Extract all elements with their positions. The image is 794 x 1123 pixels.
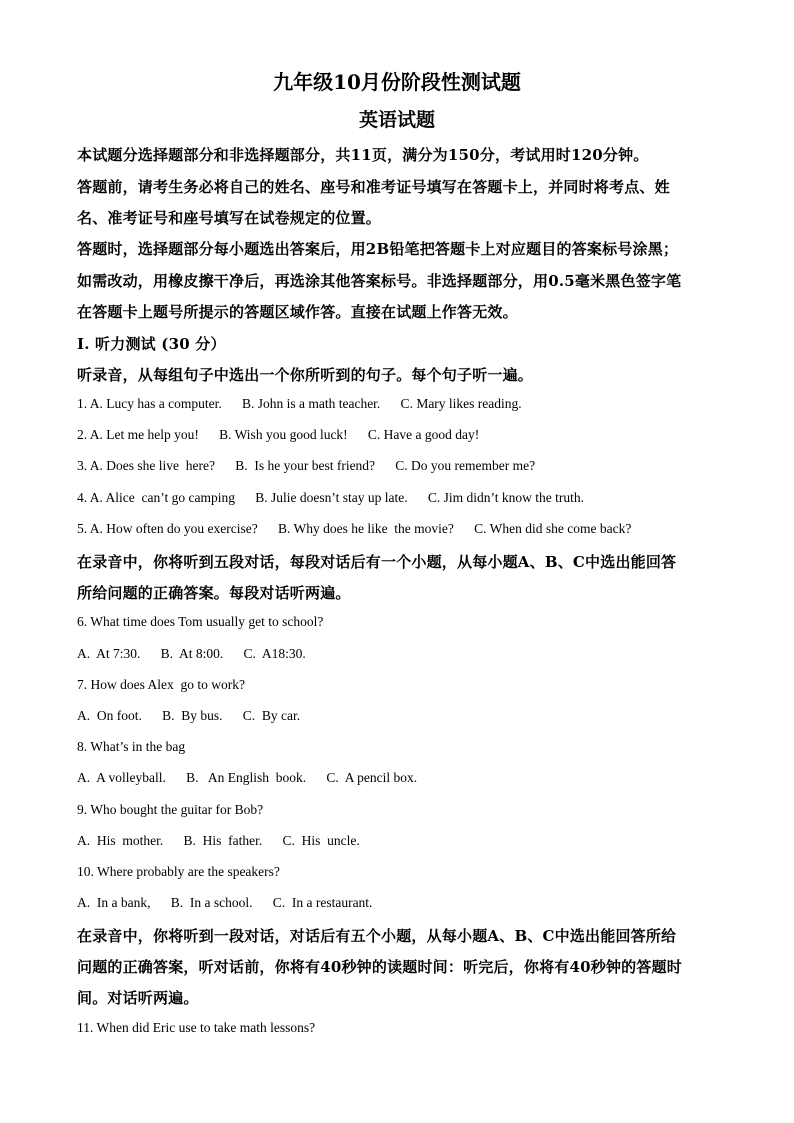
instruction-line: 答题时，选择题部分每小题选出答案后，用2B铅笔把答题卡上对应题目的答案标号涂黑； bbox=[77, 240, 679, 258]
answer-options: A. At 7:30. B. At 8:00. C. A18:30. bbox=[77, 646, 306, 661]
question-item: 4. A. Alice can’t go camping B. Julie doesn’t stay up late. C. Jim didn’t know the truth. bbox=[77, 490, 584, 505]
question-text: 6. What time does Tom usually get to school? bbox=[77, 614, 324, 629]
instruction-line: 答题前，请考生务必将自己的姓名、座号和准考证号填写在答题卡上，并同时将考点、姓 bbox=[77, 178, 670, 196]
section-directions: 间。对话听两遍。 bbox=[77, 989, 199, 1007]
answer-options: A. A volleyball. B. An English book. C. A pencil box. bbox=[77, 770, 418, 785]
question-text: 7. How does Alex go to work? bbox=[77, 677, 245, 692]
question-item: 3. A. Does she live here? B. Is he your best friend? C. Do you remember me? bbox=[77, 458, 536, 473]
question-text: 11. When did Eric use to take math lessons? bbox=[77, 1020, 316, 1035]
instruction-line: 在答题卡上题号所提示的答题区域作答。直接在试题上作答无效。 bbox=[77, 303, 518, 321]
instruction-line: 本试题分选择题部分和非选择题部分，共11页，满分为150分，考试用时120分钟。 bbox=[77, 146, 649, 164]
question-item: 1. A. Lucy has a computer. B. John is a math teacher. C. Mary likes reading. bbox=[77, 396, 522, 411]
page-subtitle: 英语试题 bbox=[358, 109, 435, 131]
answer-options: A. On foot. B. By bus. C. By car. bbox=[77, 708, 301, 723]
answer-options: A. In a bank, B. In a school. C. In a restaurant. bbox=[77, 895, 373, 910]
instruction-line: 如需改动，用橡皮擦干净后，再选涂其他答案标号。非选择题部分，用0.5毫米黑色签字笔 bbox=[77, 272, 682, 290]
section-directions: 听录音，从每组句子中选出一个你所听到的句子。每个句子听一遍。 bbox=[77, 366, 534, 384]
section-directions: 问题的正确答案，听对话前，你将有40秒钟的读题时间：听完后，你将有40秒钟的答题时 bbox=[77, 958, 682, 976]
question-item: 2. A. Let me help you! B. Wish you good luck! C. Have a good day! bbox=[77, 427, 480, 442]
answer-options: A. His mother. B. His father. C. His uncle. bbox=[77, 833, 360, 848]
page-title: 九年级10月份阶段性测试题 bbox=[273, 70, 521, 94]
section-heading: I. 听力测试 (30 分） bbox=[77, 335, 226, 353]
question-text: 10. Where probably are the speakers? bbox=[77, 864, 280, 879]
section-directions: 在录音中，你将听到五段对话，每段对话后有一个小题，从每小题A、B、C中选出能回答 bbox=[77, 553, 677, 571]
instruction-line: 名、准考证号和座号填写在试卷规定的位置。 bbox=[77, 209, 382, 227]
question-text: 9. Who bought the guitar for Bob? bbox=[77, 802, 264, 817]
section-directions: 所给问题的正确答案。每段对话听两遍。 bbox=[77, 584, 351, 602]
question-text: 8. What’s in the bag bbox=[77, 739, 186, 754]
section-directions: 在录音中，你将听到一段对话，对话后有五个小题，从每小题A、B、C中选出能回答所给 bbox=[77, 927, 677, 945]
question-item: 5. A. How often do you exercise? B. Why does he like the movie? C. When did she come back? bbox=[77, 521, 632, 536]
